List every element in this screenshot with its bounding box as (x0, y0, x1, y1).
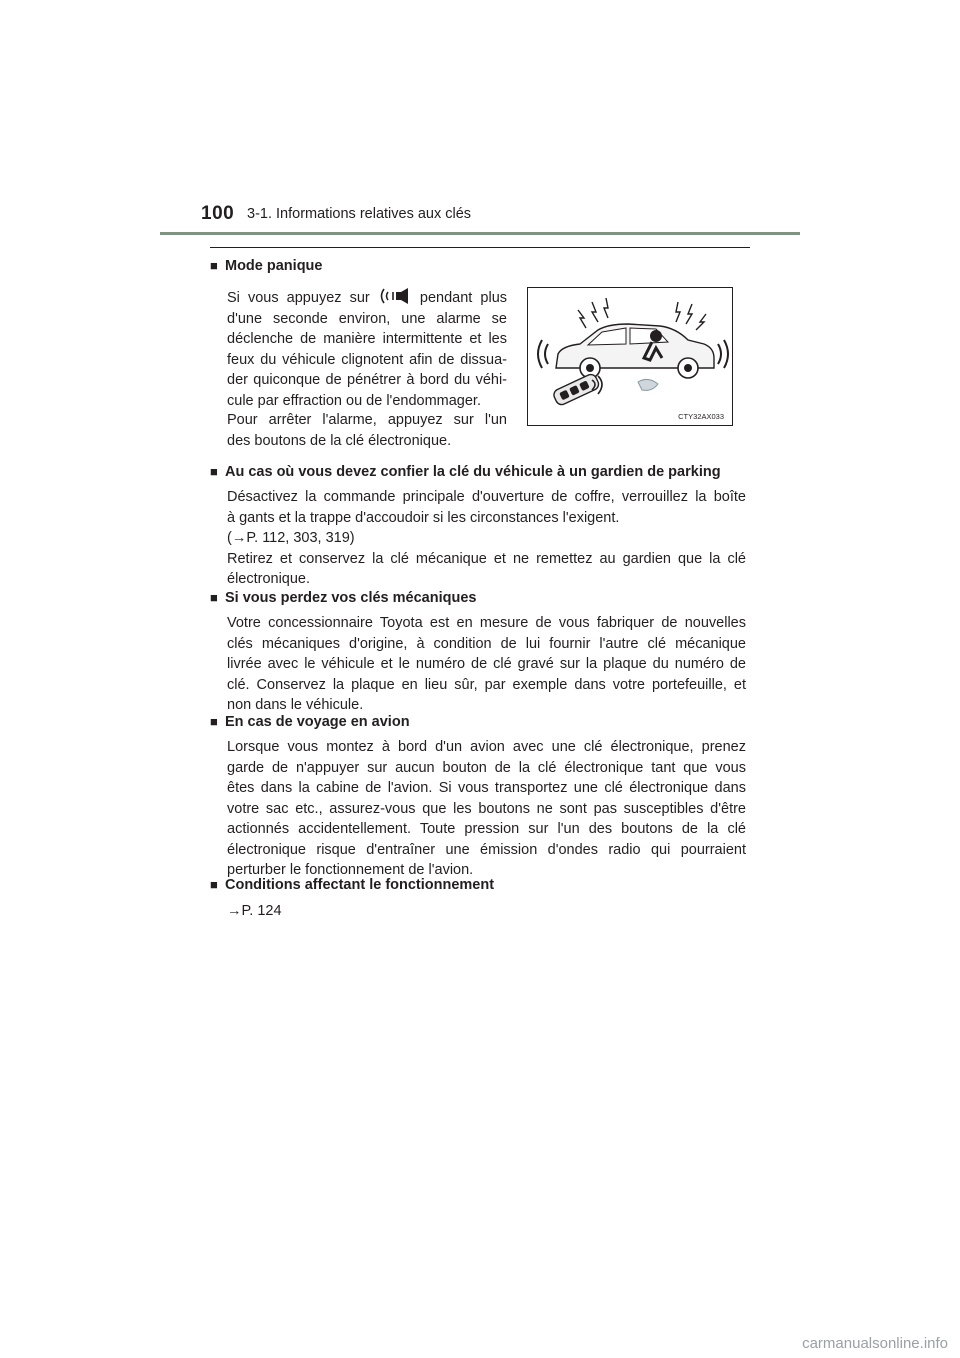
content-rule (210, 247, 750, 248)
panic-line-5: cule par effraction ou de l'endommager. (227, 392, 481, 409)
plane-line-0: Lorsque vous montez à bord d'un avion avec une clé électronique, prenez (227, 739, 746, 755)
car-alarm-illustration (528, 288, 732, 425)
section-heading-conditions (210, 877, 494, 893)
plane-line-3: votre sac etc., assurez-vous que les boutons ne sont pas susceptibles d'être (227, 800, 746, 817)
lost-keys-paragraph (227, 613, 746, 716)
illustration-code: CTY32AX033 (678, 412, 724, 421)
plane-line-1: garde de n'appuyer sur aucun bouton de la clé électronique tant que vous (227, 759, 746, 776)
lost-line-4: non dans le véhicule. (227, 697, 364, 713)
section-heading-parking (210, 464, 721, 480)
bullet-square-icon: ■ (210, 877, 218, 892)
panic-stop-line-0: Pour arrêter l'alarme, appuyez sur l'un (227, 412, 507, 428)
panic-line-1: d'une seconde environ, une alarme se (227, 310, 507, 327)
lost-line-0: Votre concessionnaire Toyota est en mesure de vous fabriquer de nouvelles (227, 615, 746, 631)
section-title-parking: Au cas où vous devez confier la clé du véhicule à un gardien de parking (225, 464, 721, 480)
section-title-lost-keys: Si vous perdez vos clés mécaniques (225, 590, 477, 606)
page-number: 100 (201, 203, 235, 224)
panic-text-before-icon: Si vous appuyez sur (227, 290, 370, 306)
section-title-plane: En cas de voyage en avion (225, 714, 410, 730)
lost-line-1: clés mécaniques d'origine, à condition de lui fournir l'autre clé mécanique (227, 635, 746, 652)
plane-line-6: perturber le fonctionnement de l'avion. (227, 862, 474, 878)
panic-paragraph-2 (227, 410, 507, 451)
conditions-page-reference[interactable]: →P. 124 (227, 903, 282, 919)
parking-paragraph (227, 487, 746, 590)
bullet-square-icon: ■ (210, 714, 218, 729)
panic-text-after-icon: pendant plus (419, 290, 508, 306)
section-title-conditions: Conditions affectant le fonctionnement (225, 877, 495, 893)
plane-line-5: électronique risque d'entraîner une émission d'ondes radio qui pourraient (227, 841, 746, 858)
lost-line-3: clé. Conservez la plaque en lieu sûr, par exemple dans votre portefeuille, et (227, 676, 746, 693)
section-heading-lost-keys (210, 590, 476, 606)
panic-paragraph-1 (227, 287, 507, 411)
parking-line-2: (→P. 112, 303, 319) (227, 530, 355, 546)
section-heading-plane (210, 714, 410, 730)
conditions-paragraph (227, 901, 746, 922)
watermark: carmanualsonline.info (802, 1335, 948, 1352)
header-rule (160, 232, 800, 235)
lost-line-2: livrée avec le véhicule et le numéro de clé gravé sur la plaque du numéro de (227, 656, 746, 672)
panic-line-0 (227, 287, 507, 309)
panic-button-icon (378, 287, 412, 305)
panic-illustration (527, 287, 733, 426)
parking-line-3: Retirez et conservez la clé mécanique et ne remettez au gardien que la clé (227, 550, 746, 567)
plane-line-2: êtes dans la cabine de l'avion. Si vous transportez une clé électronique dans (227, 780, 746, 796)
panic-line-2: déclenche de manière intermittente et les (227, 331, 507, 347)
bullet-square-icon: ■ (210, 258, 218, 273)
parking-line-4: électronique. (227, 571, 311, 587)
panic-line-3: feux du véhicule clignotent afin de dissua- (227, 351, 507, 368)
bullet-square-icon: ■ (210, 464, 218, 479)
bullet-square-icon: ■ (210, 590, 218, 605)
running-header: 3-1. Informations relatives aux clés (247, 206, 472, 222)
plane-paragraph (227, 737, 746, 881)
panic-stop-line-1: des boutons de la clé électronique. (227, 432, 452, 449)
parking-line-0: Désactivez la commande principale d'ouverture de coffre, verrouillez la boîte (227, 489, 746, 505)
panic-line-4: der quiconque de pénétrer à bord du véhi- (227, 372, 507, 388)
parking-line-1: à gants et la trappe d'accoudoir si les circonstances l'exigent. (227, 509, 620, 526)
section-heading-panic (210, 258, 322, 274)
section-title-panic: Mode panique (225, 258, 323, 274)
plane-line-4: actionnés accidentellement. Toute pression sur l'un des boutons de la clé (227, 821, 746, 837)
